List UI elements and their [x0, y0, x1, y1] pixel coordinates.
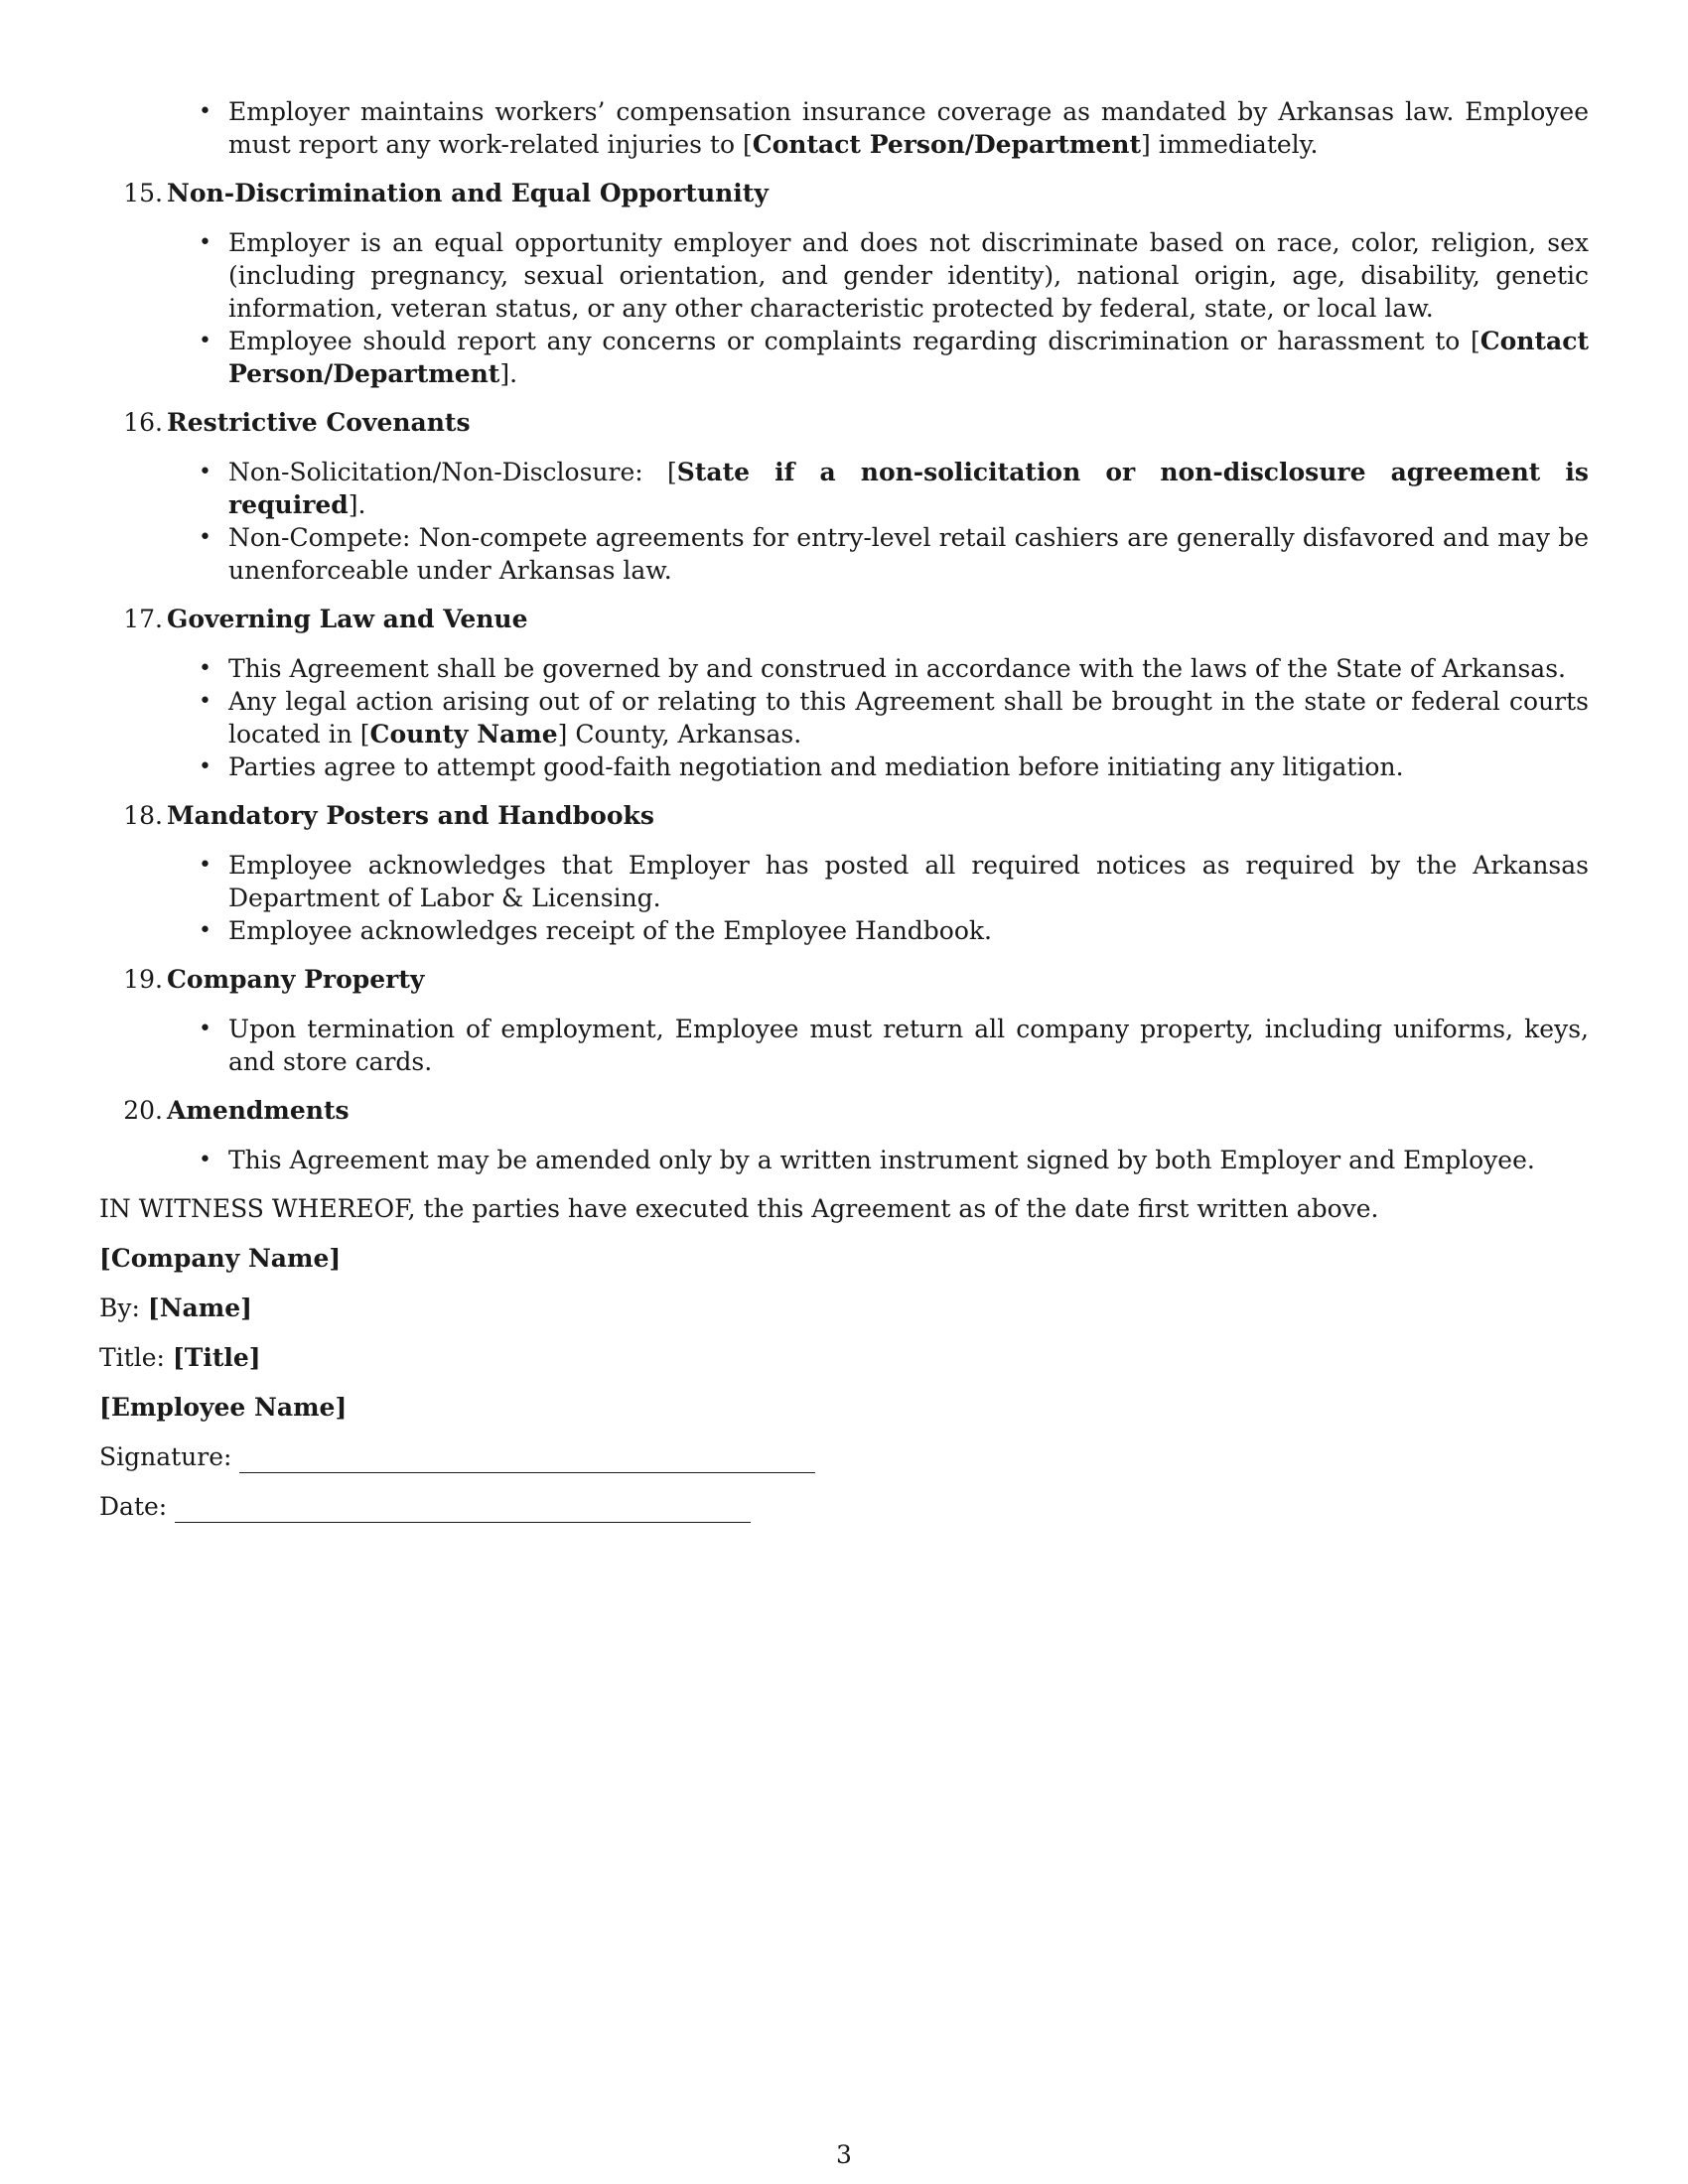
list-item: • Employee acknowledges receipt of the Employee Handbook.: [99, 914, 1589, 947]
section-number: 16.: [123, 408, 163, 437]
company-name: [Company Name]: [99, 1244, 342, 1273]
section: [99, 177, 1589, 390]
signature-line: Signature:: [99, 1440, 1589, 1473]
section-title: Amendments: [167, 1096, 350, 1125]
signer-title-line: Title: [Title]: [99, 1343, 261, 1372]
bullet-list: [99, 849, 1589, 947]
section: [99, 406, 1589, 587]
page-number: 3: [836, 2140, 852, 2169]
section-heading: [99, 603, 1589, 635]
list-item: • Employee should report any concerns or complaints regarding discrimination or harassment to [Contact Person/Department].: [99, 325, 1589, 390]
section-heading: [99, 963, 1589, 996]
bullet-list: [99, 456, 1589, 587]
list-item: • Non-Solicitation/Non-Disclosure: [State if a non-solicitation or non-disclosure agreement is required].: [99, 456, 1589, 521]
bullet-list: [99, 1013, 1589, 1078]
list-item: • Upon termination of employment, Employee must return all company property, including uniforms, keys, and store cards.: [99, 1013, 1589, 1078]
date-blank[interactable]: [175, 1498, 751, 1523]
section-title: Non-Discrimination and Equal Opportunity: [167, 179, 769, 207]
section-number: 17.: [123, 605, 163, 633]
section-title: Mandatory Posters and Handbooks: [167, 801, 654, 830]
document-page: [99, 95, 1589, 1523]
list-item: • Employer is an equal opportunity employer and does not discriminate based on race, color, religion, sex (including pregnancy, sexual orientation, and gender identity), national origin, age, disability, genetic information, veteran status, or any other characteristic protected by federal, state, or local law.: [99, 226, 1589, 325]
list-item: • This Agreement shall be governed by and construed in accordance with the laws of the State of Arkansas.: [99, 652, 1589, 685]
sections-container: [99, 177, 1589, 1176]
section-title: Company Property: [167, 965, 425, 994]
bullet-list: [99, 226, 1589, 390]
section-title: Restrictive Covenants: [167, 408, 471, 437]
list-item: • Parties agree to attempt good-faith negotiation and mediation before initiating any litigation.: [99, 751, 1589, 783]
list-item: • Any legal action arising out of or relating to this Agreement shall be brought in the state or federal courts located in [County Name] County, Arkansas.: [99, 685, 1589, 751]
employee-name: [Employee Name]: [99, 1393, 348, 1422]
list-item: • Non-Compete: Non-compete agreements for entry-level retail cashiers are generally disfavored and may be unenforceable under Arkansas law.: [99, 521, 1589, 587]
section-title: Governing Law and Venue: [167, 605, 528, 633]
section: [99, 799, 1589, 947]
signer-name-line: By: [Name]: [99, 1294, 252, 1322]
section: [99, 603, 1589, 783]
bullet-list: [99, 1144, 1589, 1176]
section-heading: [99, 177, 1589, 209]
date-line: Date:: [99, 1490, 1589, 1523]
section: [99, 963, 1589, 1078]
list-item: • Employer maintains workers’ compensation insurance coverage as mandated by Arkansas law. Employee must report any work-related injuries to [Contact Person/Department] immediately.: [99, 95, 1589, 161]
list-item: • This Agreement may be amended only by a written instrument signed by both Employer and Employee.: [99, 1144, 1589, 1176]
top-bullet-list: [99, 95, 1589, 161]
bullet-list: [99, 652, 1589, 783]
section: [99, 1094, 1589, 1176]
section-number: 19.: [123, 965, 163, 994]
section-heading: [99, 1094, 1589, 1127]
list-item: • Employee acknowledges that Employer has posted all required notices as required by the Arkansas Department of Labor & Licensing.: [99, 849, 1589, 914]
witness-clause: IN WITNESS WHEREOF, the parties have executed this Agreement as of the date first written above.: [99, 1194, 1379, 1223]
signature-blank[interactable]: [239, 1448, 815, 1473]
section-number: 15.: [123, 179, 163, 207]
section-number: 20.: [123, 1096, 163, 1125]
section-heading: [99, 799, 1589, 832]
section-heading: [99, 406, 1589, 439]
section-number: 18.: [123, 801, 163, 830]
